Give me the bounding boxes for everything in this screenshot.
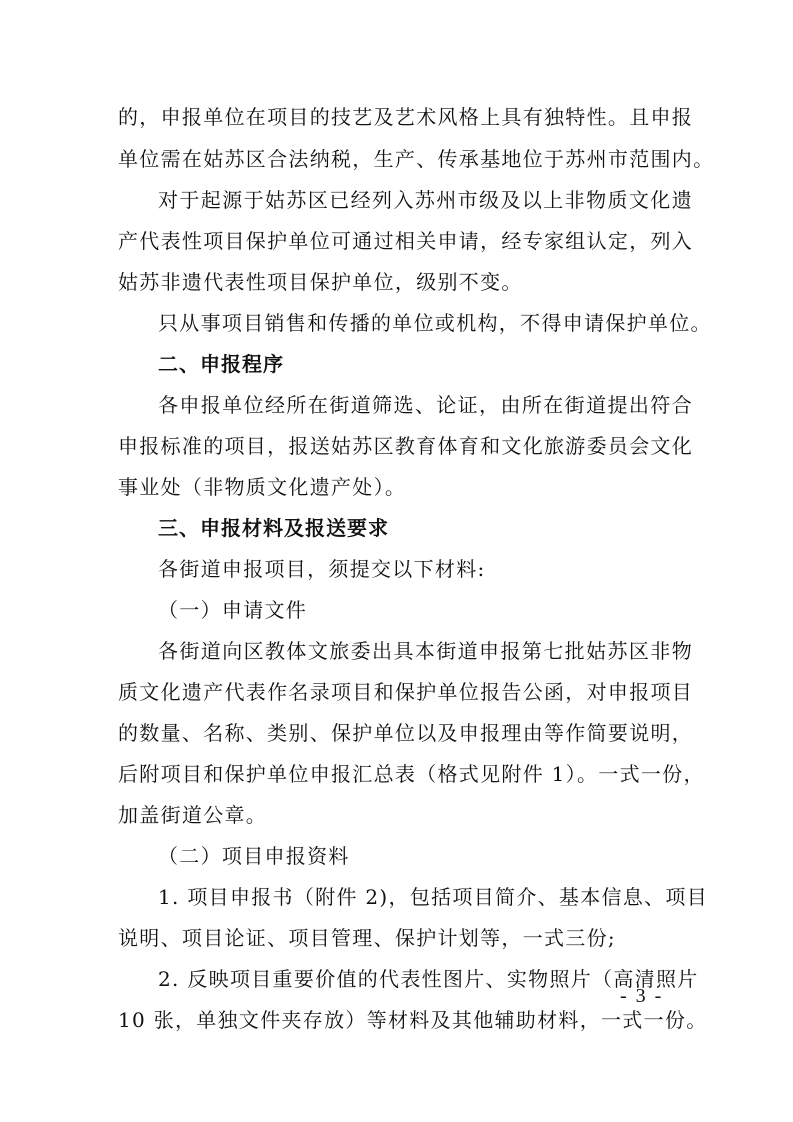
- body-text-line: 单位需在姑苏区合法纳税，生产、传承基地位于苏州市范围内。: [118, 147, 715, 171]
- paragraph-start-line: 各街道向区教体文旅委出具本街道申报第七批姑苏区非物: [158, 639, 693, 663]
- body-text-line: 10 张，单独文件夹存放）等材料及其他辅助材料，一式一份。: [118, 1008, 708, 1032]
- body-text-line: 说明、项目论证、项目管理、保护计划等，一式三份;: [118, 926, 616, 950]
- body-text-line: 产代表性项目保护单位可通过相关申请，经专家组认定，列入: [118, 229, 694, 253]
- body-text-line: 申报标准的项目，报送姑苏区教育体育和文化旅游委员会文化: [118, 434, 694, 458]
- subheading-project-materials: （二）项目申报资料: [158, 844, 350, 868]
- body-text-line: 质文化遗产代表作名录项目和保护单位报告公函，对申报项目: [118, 680, 694, 704]
- body-text-line: 的，申报单位在项目的技艺及艺术风格上具有独特性。且申报: [118, 105, 694, 129]
- paragraph-start-line: 只从事项目销售和传播的单位或机构，不得申请保护单位。: [158, 311, 712, 335]
- body-text-line: 后附项目和保护单位申报汇总表（格式见附件 1）。一式一份，: [118, 762, 705, 786]
- list-item-start-line: 1. 项目申报书（附件 2)，包括项目简介、基本信息、项目: [158, 885, 709, 909]
- paragraph-start-line: 对于起源于姑苏区已经列入苏州市级及以上非物质文化遗: [158, 188, 693, 212]
- paragraph-start-line: 各申报单位经所在街道筛选、论证，由所在街道提出符合: [158, 393, 693, 417]
- paragraph-start-line: 各街道申报项目，须提交以下材料:: [158, 557, 486, 581]
- body-text-line: 事业处（非物质文化遗产处）。: [118, 475, 407, 499]
- section-heading-application-procedure: 二、申报程序: [158, 352, 284, 376]
- body-text-line: 的数量、名称、类别、保护单位以及申报理由等作简要说明，: [118, 721, 694, 745]
- subheading-application-document: （一）申请文件: [158, 598, 308, 622]
- page-number: - 3 -: [620, 985, 664, 1007]
- body-text-line: 加盖街道公章。: [118, 803, 268, 827]
- section-heading-materials-requirements: 三、申报材料及报送要求: [158, 516, 389, 540]
- body-text-line: 姑苏非遗代表性项目保护单位，级别不变。: [118, 270, 523, 294]
- list-item-start-line: 2. 反映项目重要价值的代表性图片、实物照片（高清照片: [158, 967, 699, 991]
